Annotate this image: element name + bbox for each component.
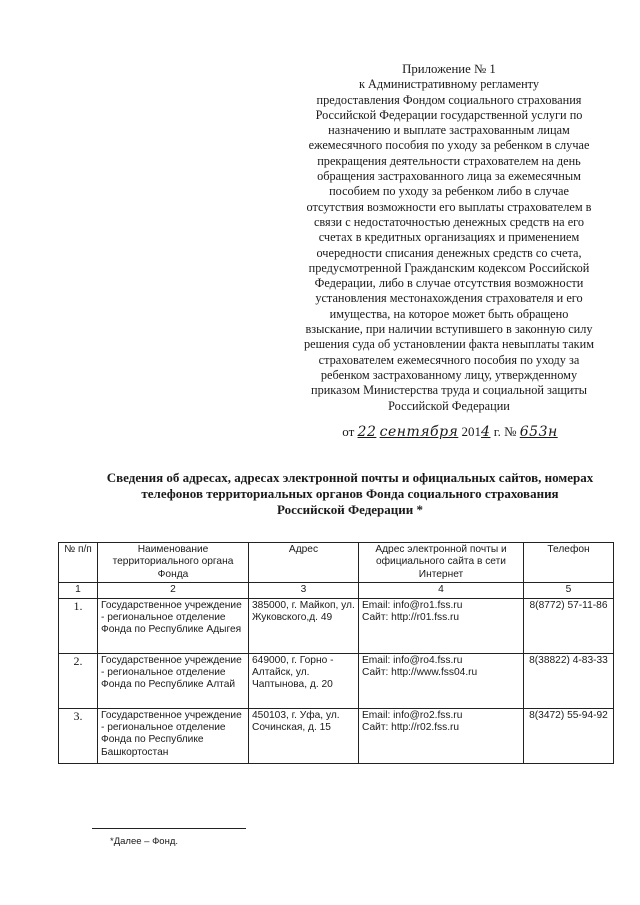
appendix-line: прекращения деятельности страхователем на день	[317, 153, 581, 168]
appendix-line: связи с недостаточностью денежных средств на его	[313, 214, 585, 229]
office-name: Государственное учреждение - региональное отделение Фонда по Республике Алтай	[98, 653, 249, 708]
office-phone: 8(38822) 4-83-33	[524, 653, 614, 708]
office-name: Государственное учреждение - региональное отделение Фонда по Республике Башкортостан	[98, 708, 249, 763]
header-address: Адрес	[249, 543, 359, 583]
order-year-handwritten: 4	[481, 424, 491, 440]
section-heading	[80, 470, 620, 518]
table-row	[59, 598, 614, 653]
office-address: 649000, г. Горно - Алтайск, ул. Чаптынова, д. 20	[249, 653, 359, 708]
order-year-printed: 201	[461, 424, 482, 439]
header-email: Адрес электронной почты и официального сайта в сети Интернет	[359, 543, 524, 583]
appendix-line: страхователем ежемесячного пособия по уходу за	[318, 352, 580, 367]
appendix-line: ежемесячного пособия по уходу за ребенком в случае	[308, 138, 590, 153]
row-number: 2.	[59, 653, 98, 708]
office-email: Email: info@ro2.fss.ru	[362, 709, 463, 721]
column-number: 5	[524, 583, 614, 598]
order-prefix: от	[342, 424, 355, 439]
order-number-label: г. №	[493, 424, 517, 439]
appendix-line: к Административному регламенту	[358, 77, 540, 92]
table-header-row	[59, 543, 614, 583]
office-address: 450103, г. Уфа, ул. Сочинская, д. 15	[249, 708, 359, 763]
order-date-line	[300, 424, 600, 440]
office-name: Государственное учреждение - региональное отделение Фонда по Республике Адыгея	[98, 598, 249, 653]
footnote: *Далее – Фонд.	[110, 836, 179, 847]
order-number-handwritten: 653н	[519, 424, 558, 440]
appendix-line: взыскание, при наличии вступившего в законную силу	[305, 322, 593, 337]
appendix-line: назначению и выплате застрахованным лицам	[328, 123, 570, 138]
appendix-line: имущества, на которое может быть обращено	[329, 306, 569, 321]
appendix-line: счетах в кредитных организациях и применением	[318, 230, 580, 245]
office-phone: 8(8772) 57-11-86	[524, 598, 614, 653]
heading-line: Сведения об адресах, адресах электронной почты и официальных сайтов, номерах	[106, 470, 594, 485]
order-day-handwritten: 22	[357, 424, 377, 440]
footnote-divider	[92, 828, 246, 829]
column-number: 4	[359, 583, 524, 598]
appendix-line: пособием по уходу за ребенком либо в случае	[329, 184, 569, 199]
column-number: 3	[249, 583, 359, 598]
header-number: № п/п	[59, 543, 98, 583]
heading-line: телефонов территориальных органов Фонда социального страхования	[141, 486, 559, 501]
row-number: 3.	[59, 708, 98, 763]
appendix-title: Приложение № 1	[402, 62, 496, 76]
office-address: 385000, г. Майкоп, ул. Жуковского,д. 49	[249, 598, 359, 653]
office-contacts	[359, 653, 524, 708]
appendix-line: отсутствия возможности его выплаты страхователем в	[306, 199, 592, 214]
appendix-line: приказом Министерства труда и социальной защиты	[310, 383, 588, 398]
office-phone: 8(3472) 55-94-92	[524, 708, 614, 763]
table-row	[59, 708, 614, 763]
column-number: 2	[98, 583, 249, 598]
table-row	[59, 653, 614, 708]
row-number: 1.	[59, 598, 98, 653]
appendix-line: решения суда об установлении факта невыплаты таким	[303, 337, 595, 352]
column-number: 1	[59, 583, 98, 598]
order-month-handwritten: сентября	[379, 424, 459, 440]
appendix-line: обращения застрахованного лица за ежемесячным	[317, 169, 581, 184]
office-email: Email: info@ro1.fss.ru	[362, 599, 463, 611]
appendix-line: предоставления Фондом социального страхования	[316, 92, 582, 107]
office-email: Email: info@ro4.fss.ru	[362, 654, 463, 666]
heading-line: Российской Федерации *	[276, 502, 424, 517]
office-contacts	[359, 708, 524, 763]
appendix-line: очередности списания денежных средств со счета,	[316, 245, 582, 260]
column-number-row	[59, 583, 614, 598]
appendix-line: установления местонахождения страхователя и его	[315, 291, 583, 306]
offices-table	[58, 542, 614, 764]
appendix-line: Российской Федерации	[388, 398, 510, 413]
office-contacts	[359, 598, 524, 653]
office-site: Сайт: http://www.fss04.ru	[362, 667, 478, 679]
office-site: Сайт: http://r02.fss.ru	[362, 722, 460, 734]
appendix-line: ребенком застрахованному лицу, утвержденному	[320, 367, 578, 382]
appendix-line: Федерации, либо в случае отсутствия возможности	[314, 276, 584, 291]
header-phone: Телефон	[524, 543, 614, 583]
office-site: Сайт: http://r01.fss.ru	[362, 612, 460, 624]
header-name: Наименование территориального органа Фонда	[98, 543, 249, 583]
appendix-block	[286, 62, 612, 414]
appendix-line: Российской Федерации государственной услуги по	[315, 107, 583, 122]
appendix-line: предусмотренной Гражданским кодексом Российской	[308, 260, 590, 275]
